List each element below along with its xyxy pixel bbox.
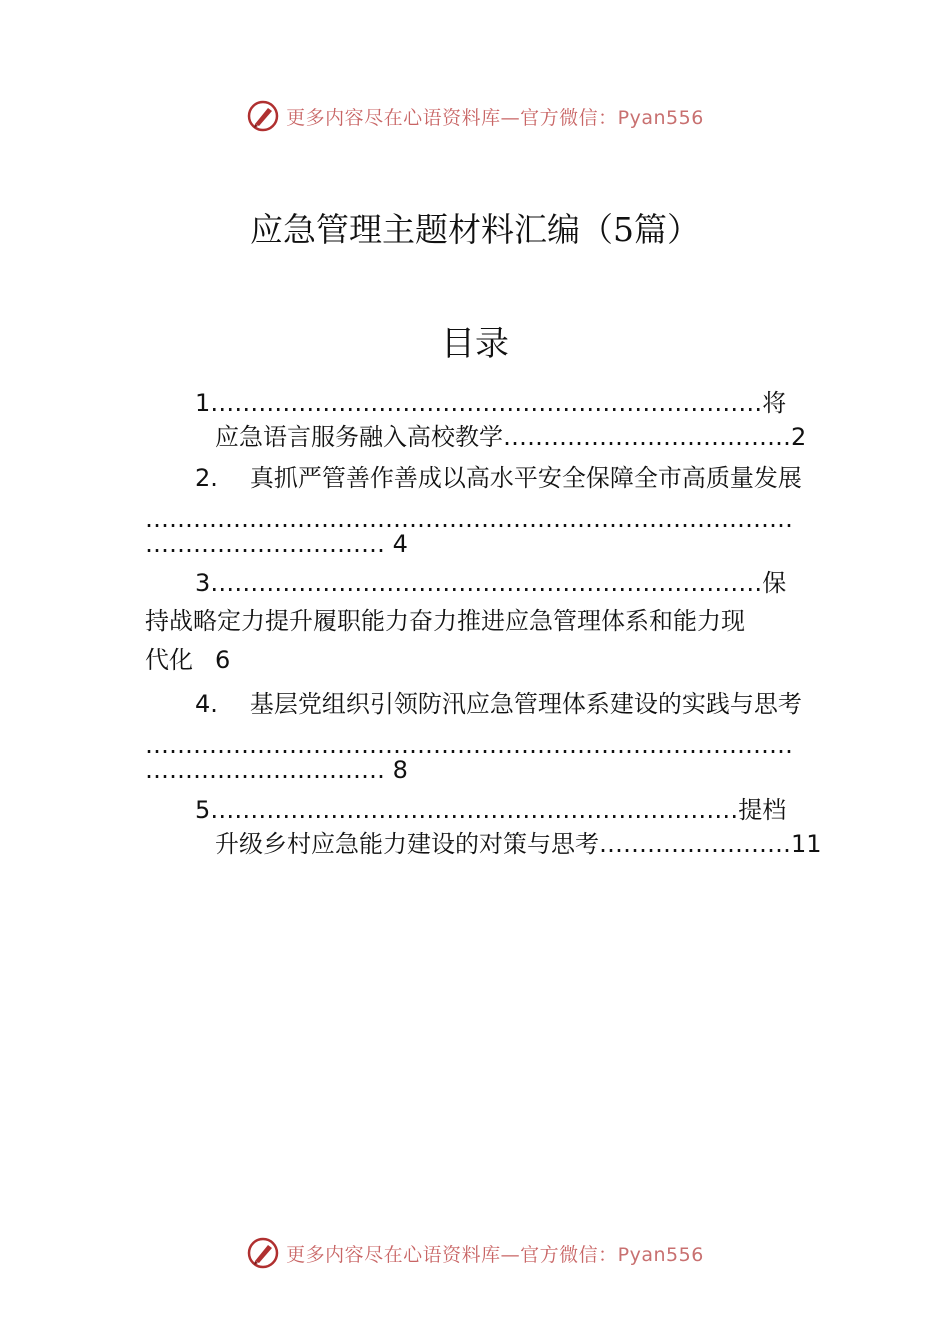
toc-entry-title: 代化 [145,646,193,674]
toc-entry-title: 升级乡村应急能力建设的对策与思考 [215,830,599,858]
toc-entry-2-line-3[interactable] [145,527,408,561]
pen-logo-icon [246,1236,280,1270]
toc-entry-5-line-2[interactable] [215,827,822,861]
leader-dots: ……………………………… [503,423,791,451]
toc-entry-number: 1 [195,389,211,417]
pen-logo-icon [246,99,280,133]
footer-banner [0,1233,950,1273]
toc-entry-title: 提档 [738,796,787,824]
leader-dots: ………………………………………………………… [210,796,739,824]
toc-entry-4-line-3[interactable] [145,753,408,787]
banner-text: 更多内容尽在心语资料库—官方微信：Pyan556 [286,106,704,129]
toc-entry-4-line-1[interactable] [195,687,802,721]
toc-entry-number: 5 [195,796,211,824]
toc-page-number: 11 [791,830,822,858]
leader-dots: ……………………………………………………………………… [145,731,793,759]
toc-entry-number: 2. [195,464,218,492]
leader-dots: …………………… [599,830,791,858]
document-title: 应急管理主题材料汇编（5篇） [250,210,700,249]
toc-page-number: 8 [392,756,408,784]
toc-entry-3-line-1[interactable] [195,566,786,600]
leader-dots: ……………………………………………………………………… [145,505,793,533]
toc-entry-title: 将 [762,389,787,417]
toc-entry-title: 持战略定力提升履职能力奋力推进应急管理体系和能力现 [145,607,745,635]
leader-dots: ………………………… [145,756,393,784]
toc-entry-3-line-2[interactable] [145,604,745,638]
toc-entry-title: 应急语言服务融入高校教学 [215,423,503,451]
leader-dots: …………………………………………………………… [210,569,763,597]
toc-entry-number: 3 [195,569,211,597]
toc-entry-3-line-3[interactable] [145,643,230,677]
wechat-id: Pyan556 [617,106,704,129]
toc-entry-2-line-1[interactable] [195,461,802,495]
toc-heading: 目录 [441,324,509,364]
toc-page-number: 6 [215,646,231,674]
header-banner [0,96,950,136]
banner-text: 更多内容尽在心语资料库—官方微信：Pyan556 [286,1243,704,1266]
toc-entry-1-line-1[interactable] [195,386,786,420]
toc-entry-1-line-2[interactable] [215,420,806,454]
toc-entry-title: 真抓严管善作善成以高水平安全保障全市高质量发展 [249,464,802,492]
toc-entry-title: 基层党组织引领防汛应急管理体系建设的实践与思考 [249,690,802,718]
toc-entry-5-line-1[interactable] [195,793,786,827]
wechat-id: Pyan556 [617,1243,704,1266]
toc-entry-title: 保 [762,569,787,597]
toc-entry-number: 4. [195,690,218,718]
toc-page-number: 4 [392,530,408,558]
leader-dots: ………………………… [145,530,393,558]
leader-dots: …………………………………………………………… [210,389,763,417]
toc-page-number: 2 [791,423,807,451]
